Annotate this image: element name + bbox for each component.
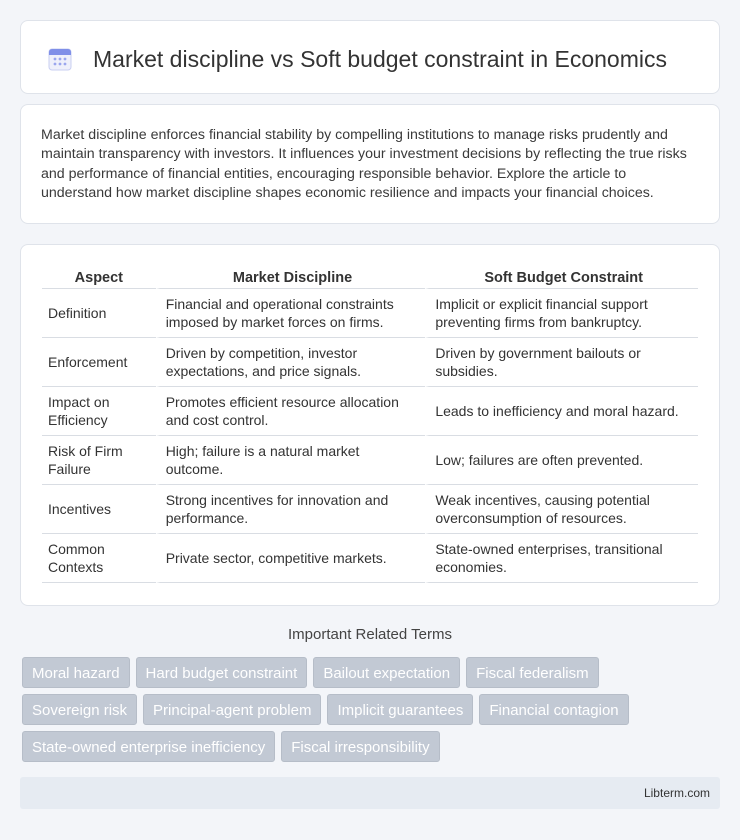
table-row [42, 387, 698, 436]
table-cell-market-discipline: Private sector, competitive markets. [156, 534, 426, 583]
table-cell-soft-budget-constraint: Weak incentives, causing potential overconsumption of resources. [425, 485, 698, 534]
table-cell-aspect: Incentives [42, 485, 156, 534]
column-header-soft-budget-constraint: Soft Budget Constraint [425, 265, 698, 289]
table-cell-aspect: Impact on Efficiency [42, 387, 156, 436]
intro-paragraph: Market discipline enforces financial stability by compelling institutions to manage risks prudently and maintain transparency with investors. It influences your investment decisions by reflecting the true risks and performance of financial entities, encouraging responsible behavior. Explore the article to understand how market discipline shapes economic resilience and impacts your financial choices. [41, 127, 687, 202]
related-term-tag[interactable]: Financial contagion [479, 694, 628, 725]
related-terms-heading: Important Related Terms [288, 626, 452, 643]
comparison-table-card [20, 244, 720, 606]
table-cell-aspect: Risk of Firm Failure [42, 436, 156, 485]
related-term-tag[interactable]: Principal-agent problem [143, 694, 321, 725]
related-term-tag[interactable]: Sovereign risk [22, 694, 137, 725]
table-row [42, 436, 698, 485]
related-term-tag[interactable]: Fiscal irresponsibility [281, 731, 439, 762]
footer-site-link[interactable]: Libterm.com [643, 786, 710, 800]
table-cell-market-discipline: Financial and operational constraints imposed by market forces on firms. [156, 289, 426, 338]
related-term-tag[interactable]: Fiscal federalism [466, 657, 599, 688]
calendar-icon [47, 46, 73, 72]
table-cell-soft-budget-constraint: Low; failures are often prevented. [425, 436, 698, 485]
table-cell-market-discipline: Strong incentives for innovation and performance. [156, 485, 426, 534]
table-row [42, 289, 698, 338]
table-cell-aspect: Enforcement [42, 338, 156, 387]
footer-bar [20, 777, 720, 809]
table-cell-aspect: Definition [42, 289, 156, 338]
table-row [42, 485, 698, 534]
table-cell-market-discipline: Driven by competition, investor expectations, and price signals. [156, 338, 426, 387]
related-term-tag[interactable]: Moral hazard [22, 657, 130, 688]
table-header-row [42, 265, 698, 289]
table-cell-soft-budget-constraint: Implicit or explicit financial support preventing firms from bankruptcy. [425, 289, 698, 338]
table-row [42, 338, 698, 387]
related-term-tag[interactable]: State-owned enterprise inefficiency [22, 731, 275, 762]
header-card [20, 20, 720, 94]
related-terms-list [22, 657, 702, 762]
column-header-aspect: Aspect [42, 265, 156, 289]
comparison-table [42, 265, 698, 583]
table-cell-aspect: Common Contexts [42, 534, 156, 583]
intro-card [20, 104, 720, 224]
table-cell-soft-budget-constraint: Leads to inefficiency and moral hazard. [425, 387, 698, 436]
related-term-tag[interactable]: Implicit guarantees [327, 694, 473, 725]
column-header-market-discipline: Market Discipline [156, 265, 426, 289]
table-row [42, 534, 698, 583]
related-term-tag[interactable]: Hard budget constraint [136, 657, 308, 688]
related-term-tag[interactable]: Bailout expectation [313, 657, 460, 688]
table-cell-soft-budget-constraint: Driven by government bailouts or subsidies. [425, 338, 698, 387]
page-title: Market discipline vs Soft budget constraint in Economics [93, 46, 667, 72]
table-cell-market-discipline: High; failure is a natural market outcome. [156, 436, 426, 485]
table-cell-soft-budget-constraint: State-owned enterprises, transitional economies. [425, 534, 698, 583]
table-cell-market-discipline: Promotes efficient resource allocation and cost control. [156, 387, 426, 436]
